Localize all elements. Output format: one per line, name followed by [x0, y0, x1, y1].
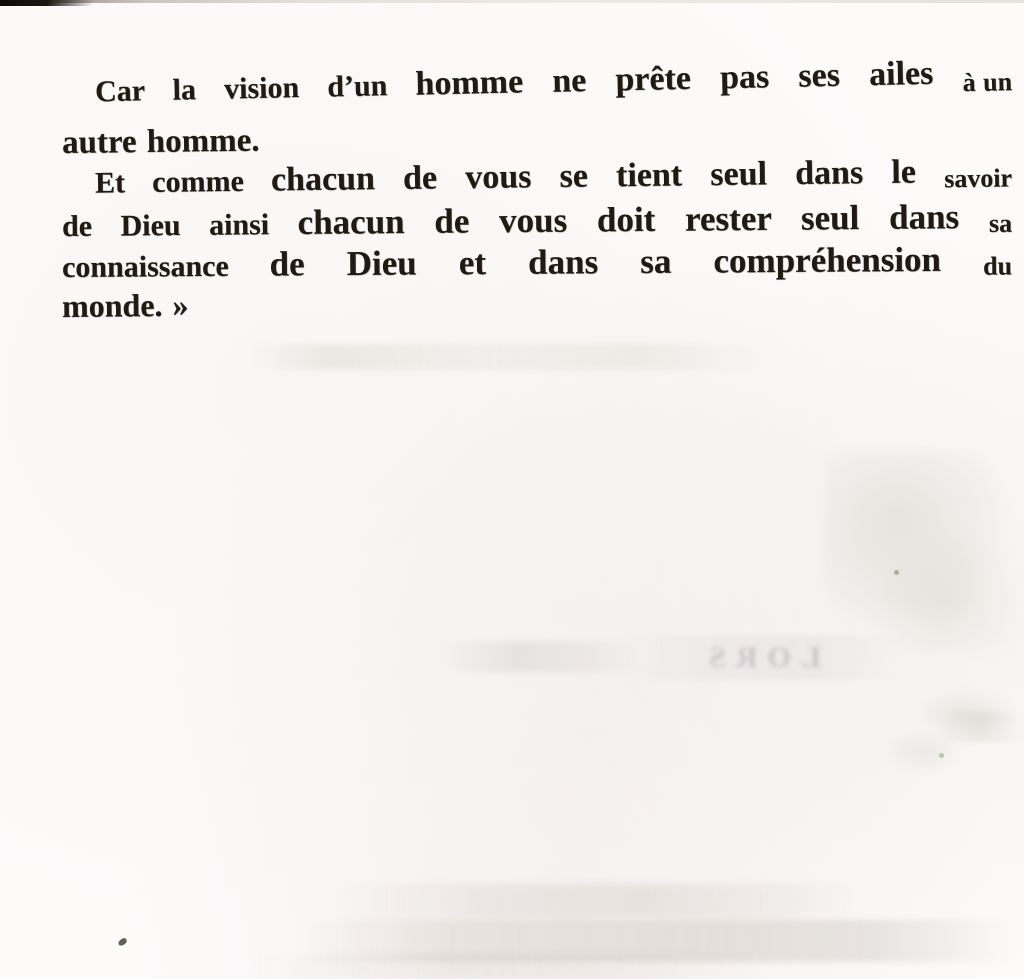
scan-edge-shadow: [0, 0, 94, 6]
bleedthrough-smudge: [300, 920, 1014, 962]
text-line-1: [62, 52, 1013, 112]
bleedthrough-smudge: [250, 954, 770, 979]
text-segment: de Dieu ainsi: [61, 207, 298, 243]
paper-speck: [117, 937, 128, 947]
text-line-4: [62, 196, 1012, 246]
paper-speck: [939, 753, 944, 758]
paper-speck: [894, 570, 899, 575]
text-segment: autre homme.: [61, 122, 260, 161]
bleedthrough-smudge: [440, 642, 640, 672]
bleedthrough-mirrored-text: [620, 636, 900, 680]
bleedthrough-image-patch: [826, 452, 1014, 652]
text-segment: Et comme: [94, 164, 272, 200]
text-segment: sa: [988, 208, 1013, 238]
text-segment: chacun de vous doit rester seul dans: [297, 196, 990, 242]
bleedthrough-smudge: [248, 344, 768, 370]
text-segment: Car la vision d’un: [94, 68, 416, 109]
text-segment: de Dieu et dans sa compréhension: [269, 239, 984, 284]
text-segment: savoir: [943, 163, 1013, 194]
text-segment: du: [983, 251, 1013, 281]
text-segment: connaissance: [61, 249, 270, 284]
text-segment: à un: [962, 67, 1013, 98]
text-segment: homme ne prête pas ses ailes: [415, 54, 963, 103]
scan-edge-line: [0, 0, 1024, 3]
text-segment: monde. »: [61, 286, 189, 324]
bleedthrough-smudge: [330, 884, 860, 918]
bleedthrough-smudge: [878, 688, 1024, 772]
ghost-text: LORS: [699, 641, 821, 674]
bleedthrough-smudge: [938, 712, 1024, 742]
text-segment: chacun de vous se tient seul dans le: [270, 153, 945, 199]
